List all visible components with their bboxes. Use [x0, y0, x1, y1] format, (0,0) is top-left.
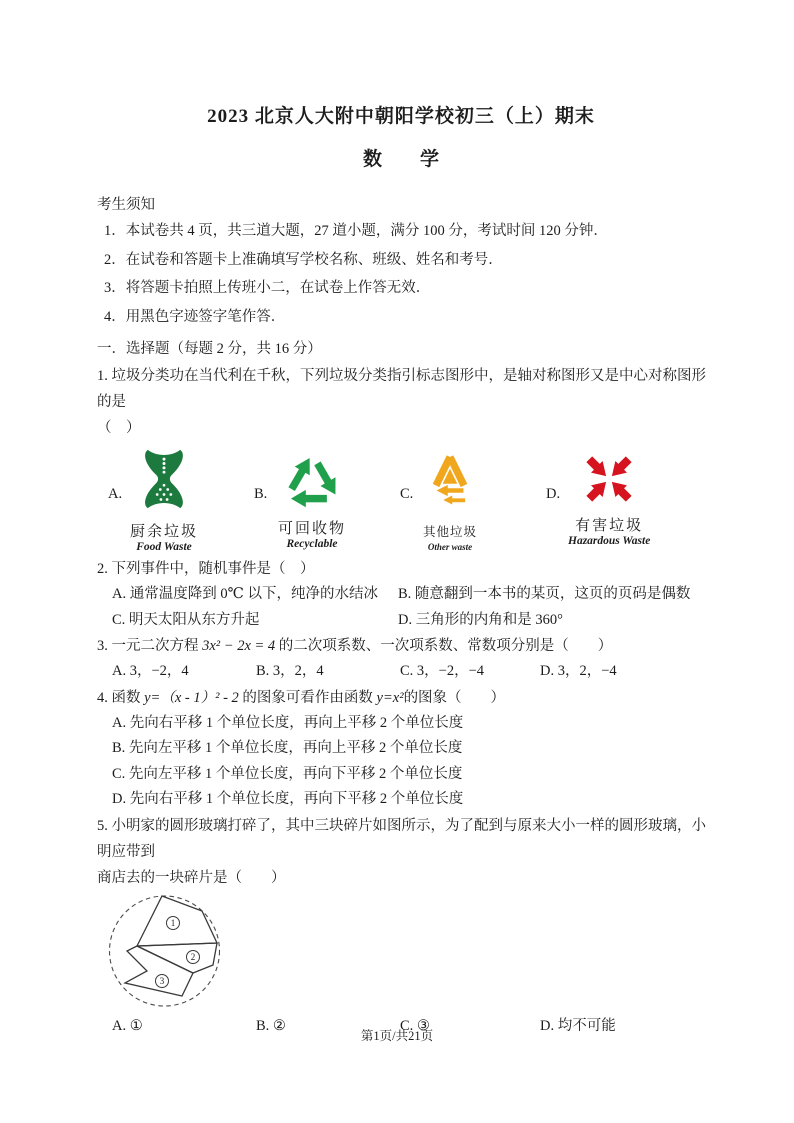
recyclable-logo-icon	[276, 449, 348, 516]
food-waste-option	[130, 444, 198, 554]
hazardous-waste-option	[568, 444, 650, 548]
notice-item: 3．将答题卡拍照上传班小二，在试卷上作答无效．	[104, 280, 431, 296]
option-d	[546, 444, 692, 556]
question-2-options	[90, 582, 712, 633]
option-c-caption-en: Other waste	[427, 542, 473, 552]
option: B. 随意翻到一本书的某页，这页的页码是偶数	[398, 586, 691, 602]
notice-item: 4．用黑色字迹签字笔作答．	[104, 308, 286, 325]
option-a-caption-en: Food Waste	[136, 541, 192, 553]
option: C. 3，−2，−4	[400, 663, 485, 679]
option: D. 先向右平移 1 个单位长度，再向下平移 2 个单位长度	[112, 791, 464, 807]
question-5-text-line2: 商店去的一块碎片是（ ）	[97, 869, 286, 886]
broken-glass-figure	[105, 893, 712, 1014]
option: C. 明天太阳从东方升起	[112, 611, 260, 628]
question-4-equation-2: y=x²	[376, 689, 404, 706]
hazardous-waste-logo-icon	[579, 450, 639, 513]
section-heading-choice: 一．选择题（每题 2 分，共 16 分）	[97, 341, 322, 357]
option-b-label: B.	[254, 486, 268, 502]
page-title: 2023 北京人大附中朝阳学校初三（上）期末	[207, 106, 595, 127]
question-4-prefix: 4. 函数	[97, 689, 145, 706]
option-d-label: D.	[546, 486, 561, 502]
question-4-suffix: 的图象（ ）	[403, 689, 506, 706]
figure-label-2: 2	[190, 951, 196, 962]
option: D. 3，2，−4	[540, 663, 617, 679]
question-4-equation-1: y=（x - 1）² - 2	[144, 689, 239, 706]
question-3-suffix: 的二次项系数、一次项系数、常数项分别是（ ）	[275, 638, 613, 654]
question-3-text	[90, 633, 712, 659]
option-d-caption-en: Hazardous Waste	[568, 535, 651, 547]
option-b	[254, 444, 400, 556]
food-waste-logo-icon	[133, 444, 195, 519]
option: C. 先向左平移 1 个单位长度，再向下平移 2 个单位长度	[112, 765, 463, 782]
option-d-caption-cn: 有害垃圾	[575, 518, 644, 534]
page-number: 第1页/共21页	[360, 1029, 434, 1043]
question-1-text: 1. 垃圾分类功在当代利在千秋，下列垃圾分类指引标志图形中，是轴对称图形又是中心对称图形的是	[97, 368, 706, 410]
option: D. 三角形的内角和是 360°	[398, 611, 563, 628]
question-1-options	[90, 444, 712, 556]
question-3-prefix: 3. 一元二次方程	[97, 638, 203, 654]
option-b-caption-en: Recyclable	[286, 538, 338, 550]
subject-title: 数 学	[362, 149, 439, 170]
option: A. 通常温度降到 0℃ 以下，纯净的水结冰	[112, 586, 378, 602]
notice-heading: 考生须知	[97, 197, 155, 213]
notice-item: 1．本试卷共 4 页，共三道大题，27 道小题，满分 100 分，考试时间 120 分钟．	[104, 223, 608, 239]
option-a-label: A.	[108, 486, 123, 502]
figure-label-3: 3	[159, 975, 165, 986]
other-waste-logo-icon	[422, 444, 478, 523]
figure-label-1: 1	[170, 917, 176, 928]
option-a	[108, 444, 254, 556]
glass-piece-3	[125, 946, 193, 996]
question-3-equation: 3x² − 2x = 4	[202, 638, 276, 654]
option-a-caption-cn: 厨余垃圾	[130, 524, 199, 540]
option-c	[400, 444, 546, 556]
option-b-caption-cn: 可回收物	[277, 521, 346, 537]
option: A. 3，−2，4	[112, 663, 189, 679]
option: C. ③	[400, 1017, 430, 1034]
recyclable-option	[276, 444, 348, 551]
question-2-text: 2. 下列事件中，随机事件是（ ）	[97, 561, 315, 577]
option: B. 先向左平移 1 个单位长度，再向上平移 2 个单位长度	[112, 740, 463, 756]
question-5-text-line1: 5. 小明家的圆形玻璃打碎了，其中三块碎片如图所示，为了配到与原来大小一样的圆形玻璃，小明应带到	[97, 817, 706, 860]
glass-piece-2	[137, 943, 217, 973]
option: A. ①	[112, 1017, 143, 1034]
other-waste-option	[422, 444, 478, 554]
question-4-options	[90, 711, 712, 813]
question-1-blank: （ ）	[97, 420, 141, 436]
option: B. 3，2，4	[256, 663, 324, 679]
question-3-options	[90, 659, 712, 685]
glass-piece-1	[137, 896, 217, 946]
question-4-mid: 的图象可看作由函数	[238, 689, 377, 706]
notice-item: 2．在试卷和答题卡上准确填写学校名称、班级、姓名和考号．	[104, 251, 503, 268]
option: D. 均不可能	[540, 1017, 616, 1034]
question-4-text	[90, 685, 712, 711]
option-c-caption-cn: 其他垃圾	[422, 525, 477, 539]
option: B. ②	[256, 1017, 286, 1034]
option-c-label: C.	[400, 486, 414, 502]
option: A. 先向右平移 1 个单位长度，再向上平移 2 个单位长度	[112, 714, 464, 731]
